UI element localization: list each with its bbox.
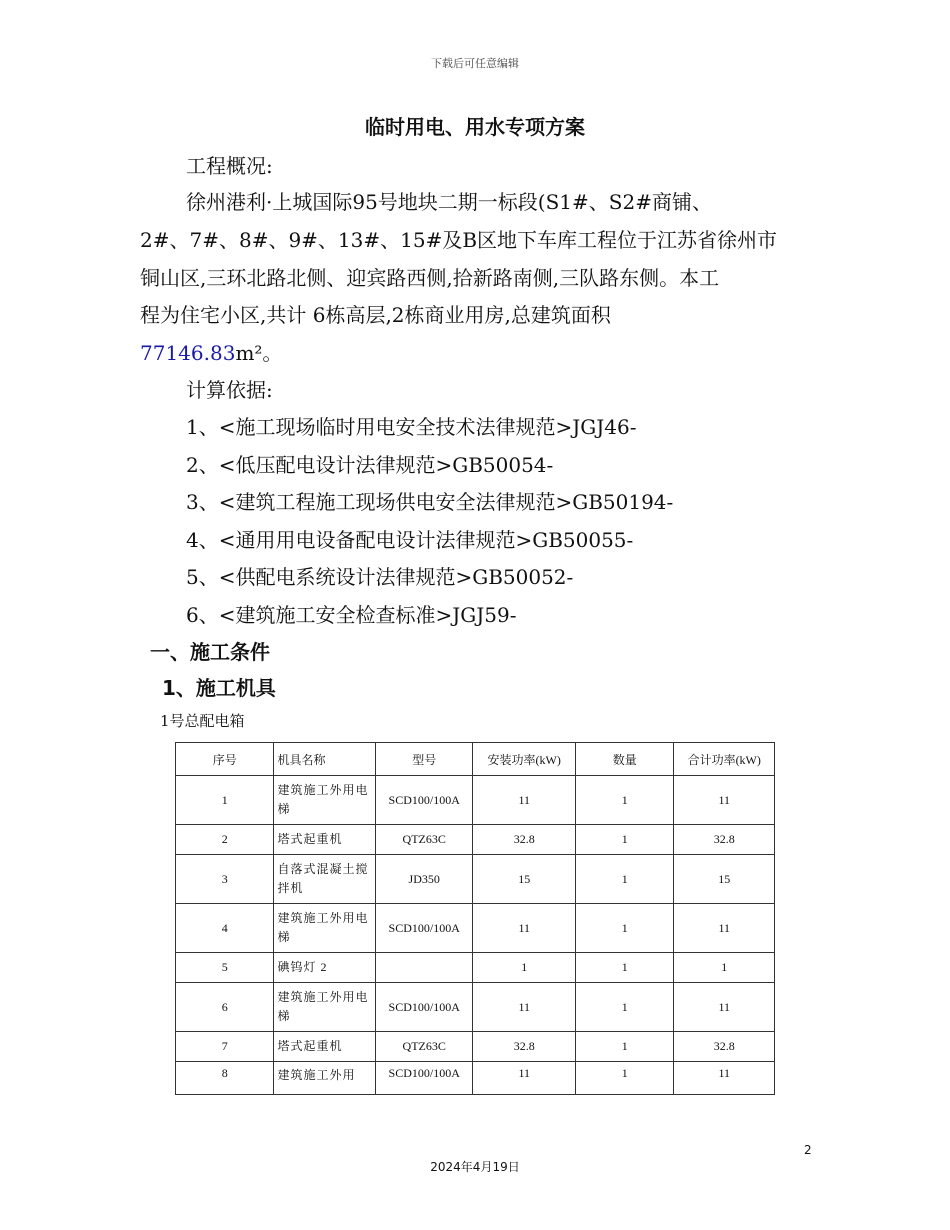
table-caption: 1号总配电箱 [160, 712, 245, 730]
cell-power: 11 [473, 1062, 576, 1095]
basis-item: 5、<供配电系统设计法律规范>GB50052- [186, 565, 574, 589]
table-row [176, 825, 775, 855]
cell-power: 32.8 [473, 1032, 576, 1062]
cell-model [375, 953, 472, 983]
cell-total: 1 [674, 953, 775, 983]
cell-qty: 1 [575, 953, 673, 983]
overview-heading: 工程概况: [186, 154, 273, 178]
cell-power: 1 [473, 953, 576, 983]
table-row [176, 983, 775, 1032]
table-row [176, 1032, 775, 1062]
table-row [176, 1062, 775, 1095]
cell-model: SCD100/100A [375, 1062, 472, 1095]
basis-item: 1、<施工现场临时用电安全技术法律规范>JGJ46- [186, 415, 637, 439]
equipment-table [175, 742, 775, 1095]
cell-name: 建筑施工外用电梯 [274, 983, 376, 1032]
cell-model: JD350 [375, 855, 472, 904]
basis-item: 2、<低压配电设计法律规范>GB50054- [186, 453, 554, 477]
overview-area-line [140, 337, 282, 366]
cell-total: 11 [674, 1062, 775, 1095]
table-row [176, 855, 775, 904]
document-title: 临时用电、用水专项方案 [365, 115, 585, 139]
page-footer-date: 2024年4月19日 [430, 1160, 520, 1174]
col-header-no: 序号 [176, 743, 274, 776]
cell-no: 7 [176, 1032, 274, 1062]
cell-total: 11 [674, 983, 775, 1032]
cell-qty: 1 [575, 983, 673, 1032]
cell-no: 8 [176, 1062, 274, 1095]
overview-line-1: 徐州港利·上城国际95号地块二期一标段(S1#、S2#商铺、 [186, 190, 712, 214]
col-header-name: 机具名称 [274, 743, 376, 776]
overview-line-4: 程为住宅小区,共计 6栋高层,2栋商业用房,总建筑面积 [140, 303, 611, 327]
cell-name: 碘钨灯 2 [274, 953, 376, 983]
cell-name: 自落式混凝土搅拌机 [274, 855, 376, 904]
cell-name: 建筑施工外用 [274, 1062, 376, 1095]
cell-name: 塔式起重机 [274, 1032, 376, 1062]
cell-qty: 1 [575, 776, 673, 825]
basis-item: 4、<通用用电设备配电设计法律规范>GB50055- [186, 528, 634, 552]
cell-qty: 1 [575, 1032, 673, 1062]
cell-no: 1 [176, 776, 274, 825]
basis-heading: 计算依据: [186, 378, 273, 402]
table-row [176, 776, 775, 825]
cell-total: 32.8 [674, 1032, 775, 1062]
cell-qty: 1 [575, 904, 673, 953]
cell-no: 3 [176, 855, 274, 904]
overview-line-2: 2#、7#、8#、9#、13#、15#及B区地下车库工程位于江苏省徐州市 [140, 228, 778, 252]
cell-power: 32.8 [473, 825, 576, 855]
cell-name: 建筑施工外用电梯 [274, 776, 376, 825]
cell-no: 6 [176, 983, 274, 1032]
table-row [176, 904, 775, 953]
cell-power: 11 [473, 904, 576, 953]
cell-power: 11 [473, 776, 576, 825]
cell-no: 4 [176, 904, 274, 953]
basis-item: 6、<建筑施工安全检查标准>JGJ59- [186, 603, 517, 627]
cell-qty: 1 [575, 825, 673, 855]
cell-total: 11 [674, 904, 775, 953]
cell-no: 5 [176, 953, 274, 983]
col-header-model: 型号 [375, 743, 472, 776]
cell-qty: 1 [575, 1062, 673, 1095]
total-area-unit: m²。 [235, 341, 283, 365]
cell-power: 15 [473, 855, 576, 904]
cell-model: QTZ63C [375, 1032, 472, 1062]
cell-total: 15 [674, 855, 775, 904]
col-header-power: 安装功率(kW) [473, 743, 576, 776]
cell-model: QTZ63C [375, 825, 472, 855]
cell-power: 11 [473, 983, 576, 1032]
section-heading: 一、施工条件 [150, 640, 270, 664]
cell-name: 建筑施工外用电梯 [274, 904, 376, 953]
cell-total: 32.8 [674, 825, 775, 855]
subsection-heading: 1、施工机具 [162, 676, 276, 700]
cell-model: SCD100/100A [375, 776, 472, 825]
cell-model: SCD100/100A [375, 983, 472, 1032]
overview-line-3: 铜山区,三环北路北侧、迎宾路西侧,拾新路南侧,三队路东侧。本工 [140, 266, 720, 290]
basis-item: 3、<建筑工程施工现场供电安全法律规范>GB50194- [186, 490, 674, 514]
cell-name: 塔式起重机 [274, 825, 376, 855]
table-header-row [176, 743, 775, 776]
col-header-qty: 数量 [575, 743, 673, 776]
page-header: 下载后可任意编辑 [431, 57, 519, 70]
cell-no: 2 [176, 825, 274, 855]
cell-total: 11 [674, 776, 775, 825]
total-area-value: 77146.83 [140, 341, 236, 365]
cell-qty: 1 [575, 855, 673, 904]
cell-model: SCD100/100A [375, 904, 472, 953]
page-number: 2 [804, 1143, 812, 1157]
col-header-total: 合计功率(kW) [674, 743, 775, 776]
table-row [176, 953, 775, 983]
